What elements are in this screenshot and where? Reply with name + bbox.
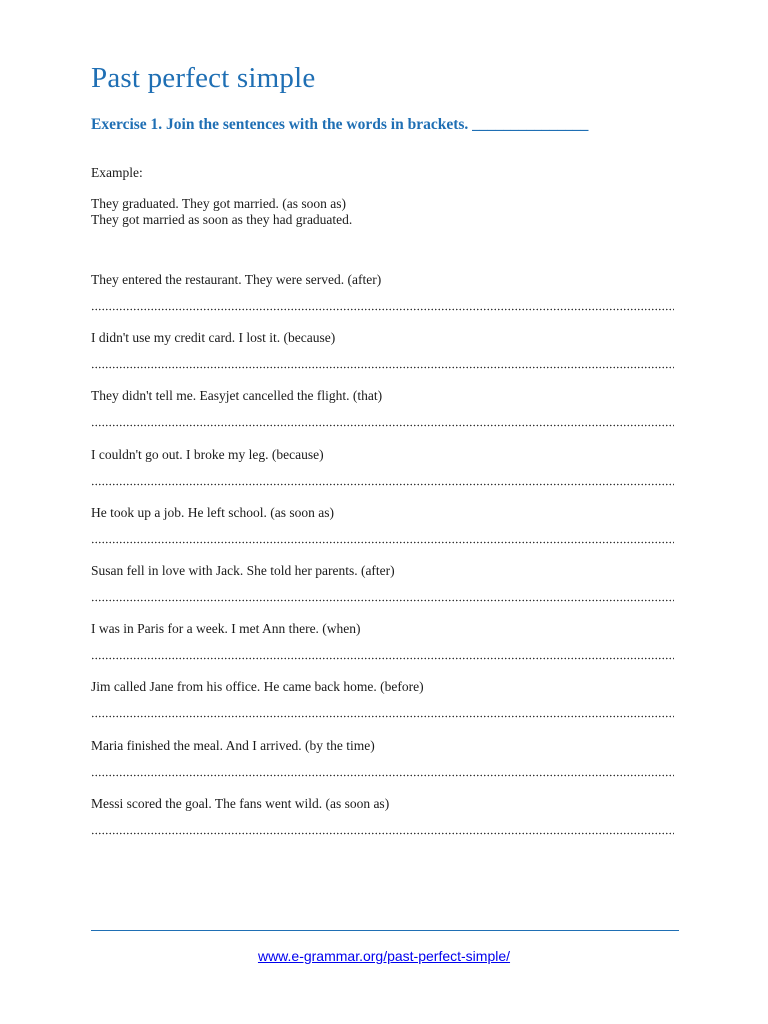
question-list: [91, 272, 681, 854]
example-answer: They got married as soon as they had graduated.: [91, 212, 353, 227]
question-item: [91, 330, 681, 388]
question-item: [91, 796, 681, 854]
question-text: Jim called Jane from his office. He came back home. (before): [91, 679, 424, 695]
answer-line[interactable]: [91, 422, 674, 428]
question-text: I couldn't go out. I broke my leg. (because): [91, 446, 324, 462]
question-text: I didn't use my credit card. I lost it. (because): [91, 330, 336, 346]
example-block: [91, 196, 352, 228]
question-item: [91, 272, 681, 330]
footer-link[interactable]: www.e-grammar.org/past-perfect-simple/: [257, 948, 511, 964]
question-text: I was in Paris for a week. I met Ann there. (when): [91, 621, 361, 637]
question-item: [91, 679, 681, 737]
question-item: [91, 388, 681, 446]
question-text: They entered the restaurant. They were served. (after): [91, 272, 382, 287]
page-title: Past perfect simple: [91, 62, 316, 94]
question-text: Messi scored the goal. The fans went wild. (as soon as): [91, 795, 390, 811]
answer-line[interactable]: [91, 772, 674, 778]
question-text: He took up a job. He left school. (as soon as): [91, 504, 334, 520]
answer-line[interactable]: [91, 481, 674, 487]
answer-line[interactable]: [91, 539, 674, 545]
exercise-heading: Exercise 1. Join the sentences with the words in brackets. _______________: [91, 116, 589, 133]
example-label: Example:: [91, 165, 143, 180]
question-text: Maria finished the meal. And I arrived. (by the time): [91, 737, 375, 753]
answer-line[interactable]: [91, 655, 674, 661]
answer-line[interactable]: [91, 597, 674, 603]
question-item: [91, 505, 681, 563]
answer-line[interactable]: [91, 830, 674, 836]
example-prompt: They graduated. They got married. (as soon as): [91, 196, 347, 211]
answer-line[interactable]: [91, 364, 674, 370]
question-item: [91, 447, 681, 505]
question-text: Susan fell in love with Jack. She told her parents. (after): [91, 562, 395, 578]
question-item: [91, 621, 681, 679]
answer-line[interactable]: [91, 713, 674, 719]
question-text: They didn't tell me. Easyjet cancelled the flight. (that): [91, 388, 383, 404]
question-item: [91, 738, 681, 796]
footer-divider: [91, 930, 679, 931]
question-item: [91, 563, 681, 621]
answer-line[interactable]: [91, 306, 674, 312]
